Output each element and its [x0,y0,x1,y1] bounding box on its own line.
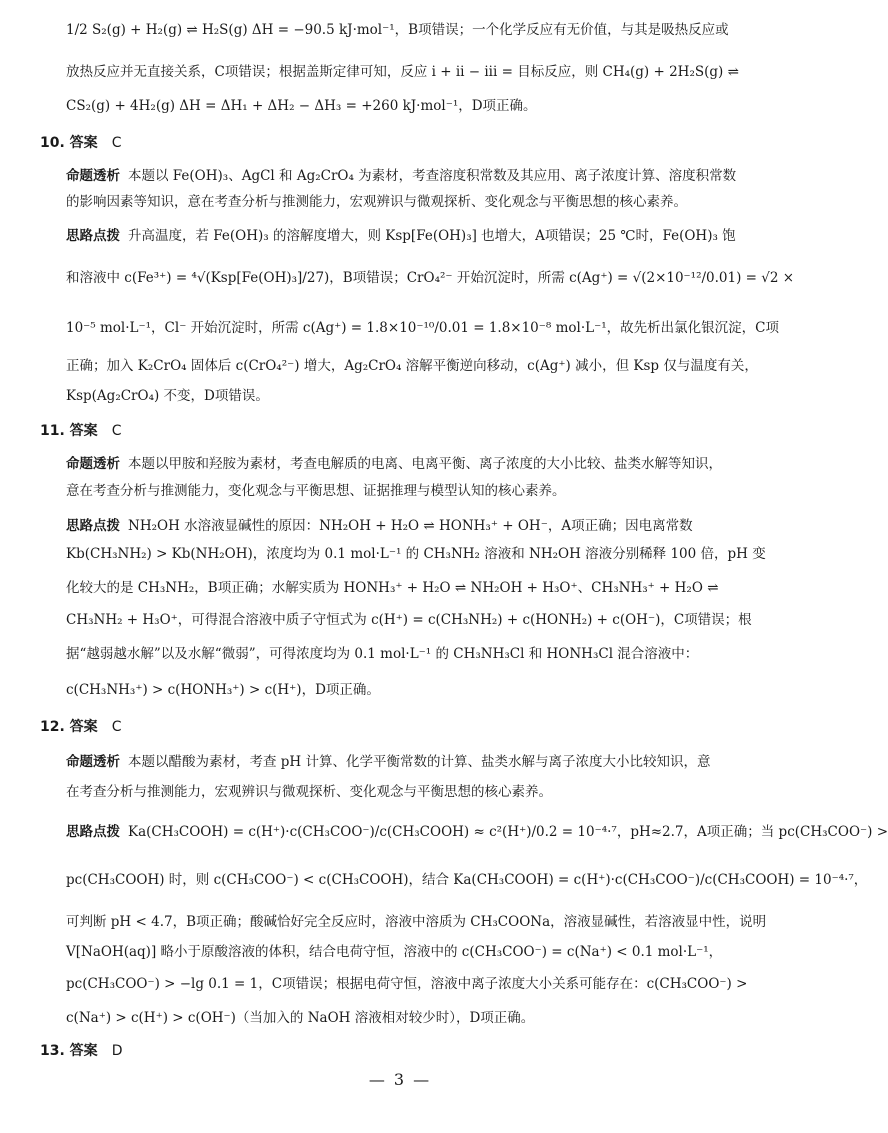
solution-line: c(Na⁺) > c(H⁺) > c(OH⁻)（当加入的 NaOH 溶液相对较少时），D项正确。 [66,1010,535,1026]
question-10-header [40,132,121,152]
solution-line: pc(CH₃COO⁻) > −lg 0.1 = 1，C项错误；根据电荷守恒，溶液中离子浓度大小关系可能存在：c(CH₃COO⁻) > [66,976,748,992]
solution-line: 思路点拨 升高温度，若 Fe(OH)₃ 的溶解度增大，则 Ksp[Fe(OH)₃] 也增大，A项错误；25 ℃时，Fe(OH)₃ 饱 [66,228,736,244]
solution-label: 思路点拨 [66,518,120,534]
question-13-header [40,1040,122,1060]
solution-line: Kb(CH₃NH₂) > Kb(NH₂OH)，浓度均为 0.1 mol·L⁻¹ 的 CH₃NH₂ 溶液和 NH₂OH 溶液分别稀释 100 倍，pH 变 [66,546,766,562]
question-number: 12. 答案 [40,719,98,735]
solution-line: 可判断 pH < 4.7，B项正确；酸碱恰好完全反应时，溶液中溶质为 CH₃COONa，溶液显碱性，若溶液显中性，说明 [66,914,767,930]
answer-letter: C [111,135,122,151]
solution-line: 化较大的是 CH₃NH₂，B项正确；水解实质为 HONH₃⁺ + H₂O ⇌ NH₂OH + H₃O⁺、CH₃NH₃⁺ + H₂O ⇌ [66,580,719,596]
solution-line: pc(CH₃COOH) 时，则 c(CH₃COO⁻) < c(CH₃COOH)，结合 Ka(CH₃COOH) = c(H⁺)·c(CH₃COO⁻)/c(CH₃COOH) = 10⁻⁴·⁷， [66,872,868,888]
analysis-label: 命题透析 [66,456,120,472]
solution-line: 据“越弱越水解”以及水解“微弱”，可得浓度均为 0.1 mol·L⁻¹ 的 CH₃NH₃Cl 和 HONH₃Cl 混合溶液中： [66,646,699,662]
solution-label: 思路点拨 [66,824,120,840]
text-line: 放热反应并无直接关系，C项错误；根据盖斯定律可知，反应 i + ii − iii = 目标反应，则 CH₄(g) + 2H₂S(g) ⇌ [66,64,739,80]
answer-letter: C [111,423,122,439]
analysis-line: 的影响因素等知识，意在考查分析与推测能力，宏观辨识与微观探析、变化观念与平衡思想的核心素养。 [66,194,687,210]
analysis-line: 命题透析 本题以甲胺和羟胺为素材，考查电解质的电离、电离平衡、离子浓度的大小比较、盐类水解等知识， [66,456,722,472]
text-line: CS₂(g) + 4H₂(g) ΔH = ΔH₁ + ΔH₂ − ΔH₃ = +260 kJ·mol⁻¹，D项正确。 [66,98,537,114]
solution-line: 思路点拨 NH₂OH 水溶液显碱性的原因：NH₂OH + H₂O ⇌ HONH₃⁺ + OH⁻，A项正确；因电离常数 [66,518,693,534]
solution-line: 和溶液中 c(Fe³⁺) = ⁴√(Ksp[Fe(OH)₃]/27)，B项错误；CrO₄²⁻ 开始沉淀时，所需 c(Ag⁺) = √(2×10⁻¹²/0.01) = √2 × [66,270,795,286]
analysis-line: 意在考查分析与推测能力，变化观念与平衡思想、证据推理与模型认知的核心素养。 [66,483,566,499]
solution-line: V[NaOH(aq)] 略小于原酸溶液的体积，结合电荷守恒，溶液中的 c(CH₃COO⁻) = c(Na⁺) < 0.1 mol·L⁻¹， [66,944,723,960]
answer-letter: C [111,719,122,735]
question-number: 11. 答案 [40,423,98,439]
page-number: — 3 — [368,1070,432,1089]
analysis-line: 命题透析 本题以 Fe(OH)₃、AgCl 和 Ag₂CrO₄ 为素材，考查溶度积常数及其应用、离子浓度计算、溶度积常数 [66,168,737,184]
answer-letter: D [111,1043,123,1059]
solution-label: 思路点拨 [66,228,120,244]
solution-line: 10⁻⁵ mol·L⁻¹，Cl⁻ 开始沉淀时，所需 c(Ag⁺) = 1.8×10⁻¹⁰/0.01 = 1.8×10⁻⁸ mol·L⁻¹，故先析出氯化银沉淀，C项 [66,320,779,336]
question-number: 13. 答案 [40,1043,98,1059]
solution-line: 思路点拨 Ka(CH₃COOH) = c(H⁺)·c(CH₃COO⁻)/c(CH₃COOH) ≈ c²(H⁺)/0.2 = 10⁻⁴·⁷，pH≈2.7，A项正确；当 pc(CH₃COO⁻) > [66,824,888,840]
question-12-header [40,716,121,736]
text-line: 1/2 S₂(g) + H₂(g) ⇌ H₂S(g) ΔH = −90.5 kJ·mol⁻¹，B项错误；一个化学反应有无价值，与其是吸热反应或 [66,22,729,38]
question-number: 10. 答案 [40,135,98,151]
solution-line: 正确；加入 K₂CrO₄ 固体后 c(CrO₄²⁻) 增大，Ag₂CrO₄ 溶解平衡逆向移动，c(Ag⁺) 减小，但 Ksp 仅与温度有关， [66,358,758,374]
solution-line: c(CH₃NH₃⁺) > c(HONH₃⁺) > c(H⁺)，D项正确。 [66,682,380,698]
analysis-label: 命题透析 [66,754,120,770]
solution-line: Ksp(Ag₂CrO₄) 不变，D项错误。 [66,388,269,404]
question-11-header [40,420,121,440]
analysis-line: 在考查分析与推测能力，宏观辨识与微观探析、变化观念与平衡思想的核心素养。 [66,784,552,800]
analysis-line: 命题透析 本题以醋酸为素材，考查 pH 计算、化学平衡常数的计算、盐类水解与离子浓度大小比较知识，意 [66,754,711,770]
analysis-label: 命题透析 [66,168,120,184]
solution-line: CH₃NH₂ + H₃O⁺，可得混合溶液中质子守恒式为 c(H⁺) = c(CH₃NH₂) + c(HONH₂) + c(OH⁻)，C项错误；根 [66,612,752,628]
